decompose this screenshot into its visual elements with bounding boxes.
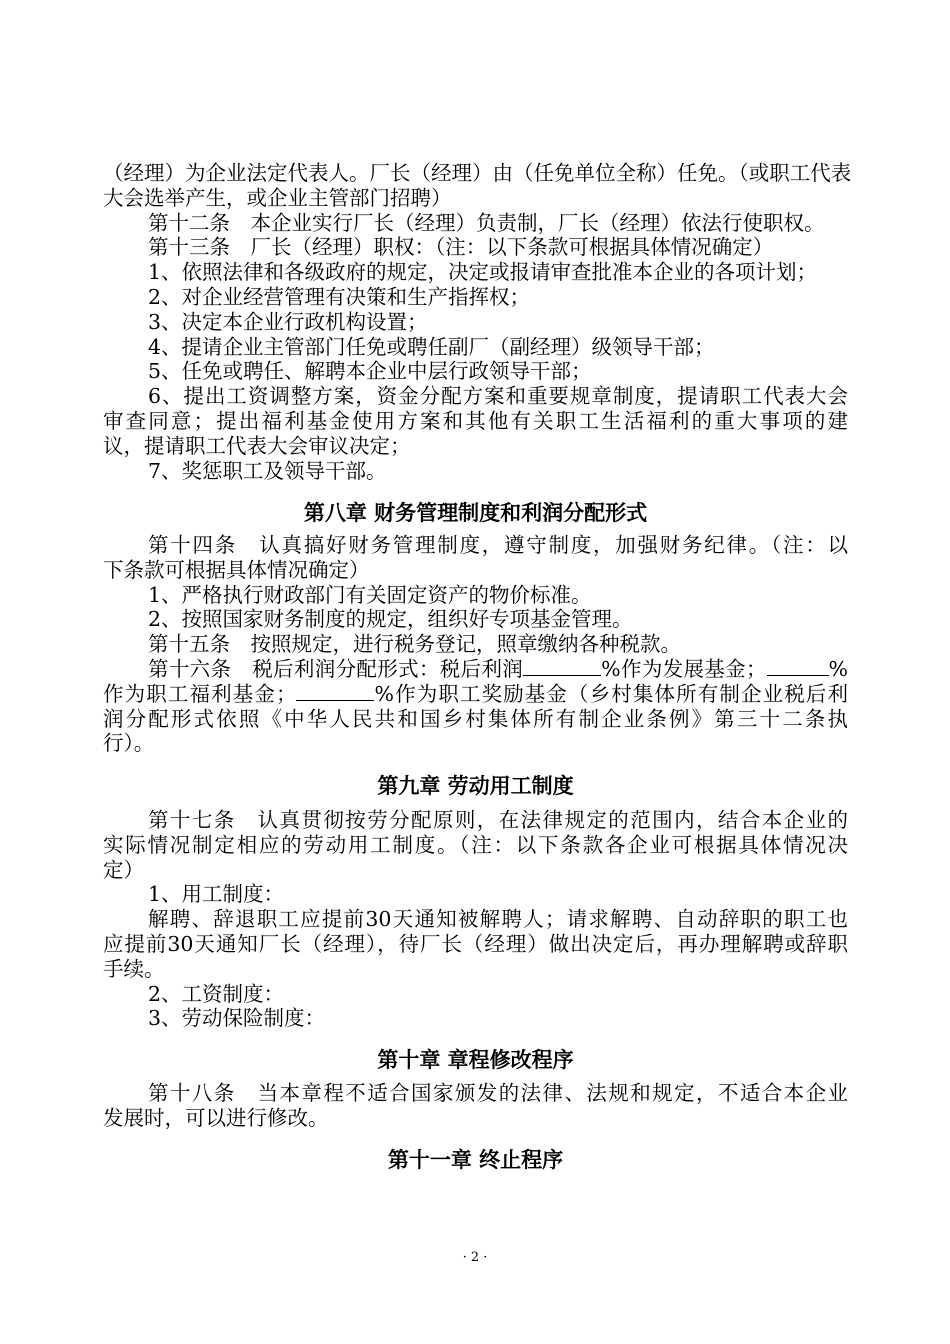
paragraph-line: 解聘、辞退职工应提前30天通知被解聘人；请求解聘、自动辞职的职工也 bbox=[148, 907, 848, 932]
text-block bbox=[103, 161, 852, 483]
paragraph-line: 7、奖惩职工及领导干部。 bbox=[148, 458, 387, 483]
text-block bbox=[103, 1081, 848, 1131]
paragraph-line: 3、决定本企业行政机构设置； bbox=[148, 309, 428, 334]
chapter-heading: 第十一章 终止程序 bbox=[387, 1148, 564, 1172]
paragraph-line: 第十四条 认真搞好财务管理制度，遵守制度，加强财务纪律。（注：以 bbox=[148, 533, 848, 557]
paragraph-line: 1、依照法律和各级政府的规定，决定或报请审查批准本企业的各项计划； bbox=[148, 260, 818, 285]
line-segment: 作为职工福利基金； bbox=[103, 681, 297, 706]
paragraph-line: 4、提请企业主管部门任免或聘任副厂（副经理）级领导干部； bbox=[148, 334, 715, 359]
chapter-heading: 第八章 财务管理制度和利润分配形式 bbox=[303, 501, 648, 525]
paragraph-line: 行）。 bbox=[103, 731, 155, 756]
paragraph-line: 手续。 bbox=[103, 956, 165, 981]
paragraph-line bbox=[103, 657, 848, 682]
paragraph-line: 下条款可根据具体情况确定） bbox=[103, 557, 370, 582]
paragraph-line: 2、工资制度： bbox=[148, 981, 285, 1006]
paragraph-line: 1、严格执行财政部门有关固定资产的物价标准。 bbox=[148, 582, 592, 607]
paragraph-line: 润分配形式依照《中华人民共和国乡村集体所有制企业条例》第三十二条执 bbox=[103, 706, 848, 731]
fill-in-blank bbox=[767, 657, 829, 676]
paragraph-line: 第十七条 认真贯彻按劳分配原则，在法律规定的范围内，结合本企业的 bbox=[148, 808, 848, 832]
paragraph-line: 3、劳动保险制度： bbox=[148, 1006, 326, 1031]
page-number: · 2 · bbox=[462, 1250, 488, 1265]
paragraph-line: 议，提请职工代表大会审议决定； bbox=[103, 433, 411, 458]
paragraph-line: 发展时，可以进行修改。 bbox=[103, 1105, 329, 1130]
text-block bbox=[103, 533, 848, 756]
paragraph-line: 审查同意；提出福利基金使用方案和其他有关职工生活福利的重大事项的建 bbox=[103, 408, 848, 433]
line-segment: %作为职工奖励基金（乡村集体所有制企业税后利 bbox=[374, 681, 849, 706]
paragraph-line: 实际情况制定相应的劳动用工制度。（注：以下条款各企业可根据具体情况决 bbox=[103, 832, 848, 857]
paragraph-line: 定） bbox=[103, 857, 144, 882]
paragraph-line: 应提前30天通知厂长（经理），待厂长（经理）做出决定后，再办理解聘或辞职 bbox=[103, 931, 848, 956]
paragraph-line: （经理）为企业法定代表人。厂长（经理）由（任免单位全称）任免。（或职工代表 bbox=[103, 161, 852, 185]
fill-in-blank bbox=[296, 682, 374, 701]
paragraph-line: 2、按照国家财务制度的规定，组织好专项基金管理。 bbox=[148, 607, 633, 632]
line-segment: % bbox=[828, 656, 849, 681]
paragraph-line: 第十三条 厂长（经理）职权：（注：以下条款可根据具体情况确定） bbox=[148, 235, 774, 260]
chapter-heading: 第九章 劳动用工制度 bbox=[377, 774, 574, 798]
paragraph-line: 2、对企业经营管理有决策和生产指挥权； bbox=[148, 284, 531, 309]
paragraph-line bbox=[103, 682, 848, 707]
paragraph-line: 大会选举产生，或企业主管部门招聘） bbox=[103, 185, 452, 210]
paragraph-line: 第十二条 本企业实行厂长（经理）负责制，厂长（经理）依法行使职权。 bbox=[148, 210, 825, 235]
paragraph-line: 5、任免或聘任、解聘本企业中层行政领导干部； bbox=[148, 359, 592, 384]
paragraph-line: 6、提出工资调整方案，资金分配方案和重要规章制度，提请职工代表大会 bbox=[148, 384, 848, 409]
line-segment: %作为发展基金； bbox=[601, 656, 767, 681]
line-segment: 第十六条 税后利润分配形式：税后利润 bbox=[148, 656, 524, 681]
text-block bbox=[103, 808, 848, 1031]
paragraph-line: 第十五条 按照规定，进行税务登记，照章缴纳各种税款。 bbox=[148, 632, 681, 657]
chapter-heading: 第十章 章程修改程序 bbox=[377, 1048, 574, 1072]
paragraph-line: 第十八条 当本章程不适合国家颁发的法律、法规和规定，不适合本企业 bbox=[148, 1081, 848, 1105]
paragraph-line: 1、用工制度： bbox=[148, 882, 285, 907]
fill-in-blank bbox=[523, 657, 601, 676]
